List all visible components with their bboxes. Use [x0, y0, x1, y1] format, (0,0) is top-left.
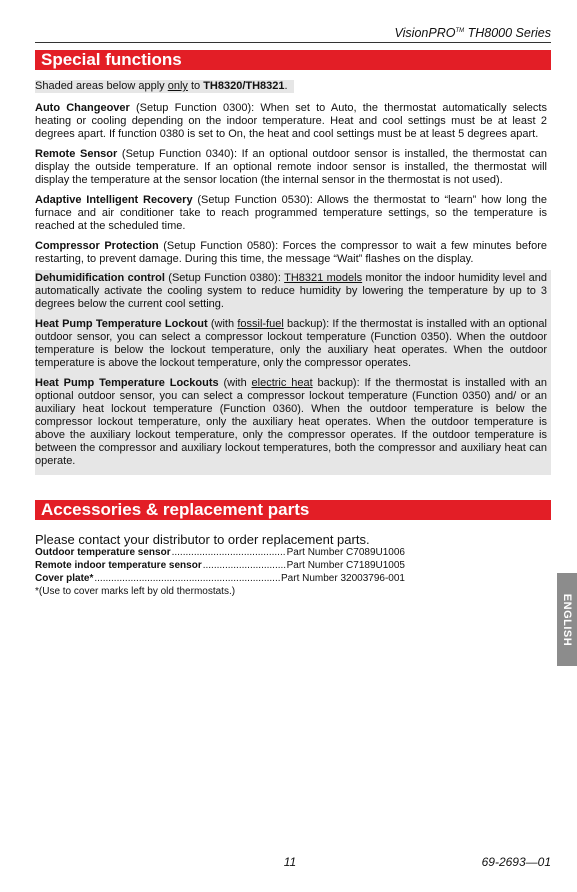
leader-dots: [172, 546, 286, 559]
only-underlined: only: [167, 80, 188, 92]
cover-plate-note: *(Use to cover marks left by old thermostats.): [35, 586, 236, 597]
adaptive-recovery-title: Adaptive Intelligent Recovery: [35, 194, 193, 206]
leader-dots: [94, 572, 280, 585]
hp-lockout-title: Heat Pump Temperature Lockout: [35, 318, 208, 330]
part-name: Remote indoor temperature sensor: [35, 560, 202, 571]
part-row: [35, 546, 405, 559]
language-label: ENGLISH: [561, 593, 573, 646]
brand-name: VisionPRO: [394, 26, 456, 40]
special-functions-banner: Special functions: [35, 50, 551, 70]
electric-heat-underlined: electric heat: [251, 377, 313, 389]
leader-dots: [203, 559, 286, 572]
part-number: Part Number 32003796-001: [281, 573, 405, 584]
shade-note: Shaded areas below apply only to TH8320/TH8321.: [35, 80, 294, 93]
compressor-protection-paragraph: Compressor Protection (Setup Function 0580): Forces the compressor to wait a few minutes before restarting, to prevent damage. During this time, the message “Wait” flashes on the display.: [35, 240, 547, 265]
remote-sensor-paragraph: Remote Sensor (Setup Function 0340): If an optional outdoor sensor is installed, the thermostat can display the outside temperature. If an optional remote indoor sensor is installed, the thermostat will display the temperature at the sensor location (the internal sensor in the thermostat is not used).: [35, 148, 547, 186]
accessories-banner: Accessories & replacement parts: [35, 500, 551, 520]
part-number: Part Number C7189U1005: [286, 560, 405, 571]
auto-changeover-paragraph: Auto Changeover (Setup Function 0300): When set to Auto, the thermostat automatically selects heating or cooling depending on the indoor temperature. Heat and cool settings must be at least 2 degrees apart. If function 0380 is set to On, the heat and cool settings must be at least 5 degrees apart.: [35, 102, 547, 140]
page-header: [35, 26, 551, 40]
hp-lockouts-paragraph: Heat Pump Temperature Lockouts (with electric heat backup): If the thermostat is installed with an optional outdoor sensor, you can select a compressor lockout temperature (Function 0350) and/ or an auxiliary heat lockout temperature (Function 0360). When the outdoor temperature is below the compressor lockout temperature, only the auxiliary heat operates. When the outdoor temperature is above the auxiliary lockout temperature, only the compressor operates. If the outdoor temperature is between the compressor and auxiliary lockout temperatures, both the compressor and auxiliary heat can operate.: [35, 377, 547, 467]
auto-changeover-title: Auto Changeover: [35, 102, 130, 114]
dehumidification-paragraph: Dehumidification control (Setup Function 0380): TH8321 models monitor the indoor humidity level and automatically activate the cooling system to reduce humidity by lowering the temperature by up to 3 degrees below the current cool setting.: [35, 272, 547, 310]
part-row: [35, 572, 405, 585]
compressor-protection-title: Compressor Protection: [35, 240, 159, 252]
document-number: 69-2693—01: [481, 855, 551, 869]
remote-sensor-title: Remote Sensor: [35, 148, 118, 160]
series-name: TH8000 Series: [464, 26, 551, 40]
part-name: Outdoor temperature sensor: [35, 547, 171, 558]
dehumidification-models: TH8321 models: [284, 272, 363, 284]
part-row: [35, 559, 405, 572]
hp-lockouts-title: Heat Pump Temperature Lockouts: [35, 377, 219, 389]
shade-note-models: TH8320/TH8321: [203, 80, 285, 92]
page-number: 11: [283, 855, 297, 869]
accessories-intro: Please contact your distributor to order replacement parts.: [35, 532, 370, 547]
hp-lockout-paragraph: Heat Pump Temperature Lockout (with fossil-fuel backup): If the thermostat is installed with an optional outdoor sensor, you can select a compressor lockout temperature (Function 0350). When the outdoor temperature is below the lockout temperature, only the auxiliary heat operates. When the outdoor temperature is above the lockout temperature, only the compressor operates.: [35, 318, 547, 369]
dehumidification-title: Dehumidification control: [35, 272, 165, 284]
part-number: Part Number C7089U1006: [286, 547, 405, 558]
trademark: TM: [455, 27, 465, 34]
part-name: Cover plate*: [35, 573, 94, 584]
header-rule: [35, 42, 551, 43]
adaptive-recovery-paragraph: Adaptive Intelligent Recovery (Setup Function 0530): Allows the thermostat to “learn” how long the furnace and air conditioner take to reach programmed temperature settings, so the temperature is reached at the scheduled time.: [35, 194, 547, 232]
language-tab: [557, 573, 577, 666]
fossil-fuel-underlined: fossil-fuel: [237, 318, 284, 330]
